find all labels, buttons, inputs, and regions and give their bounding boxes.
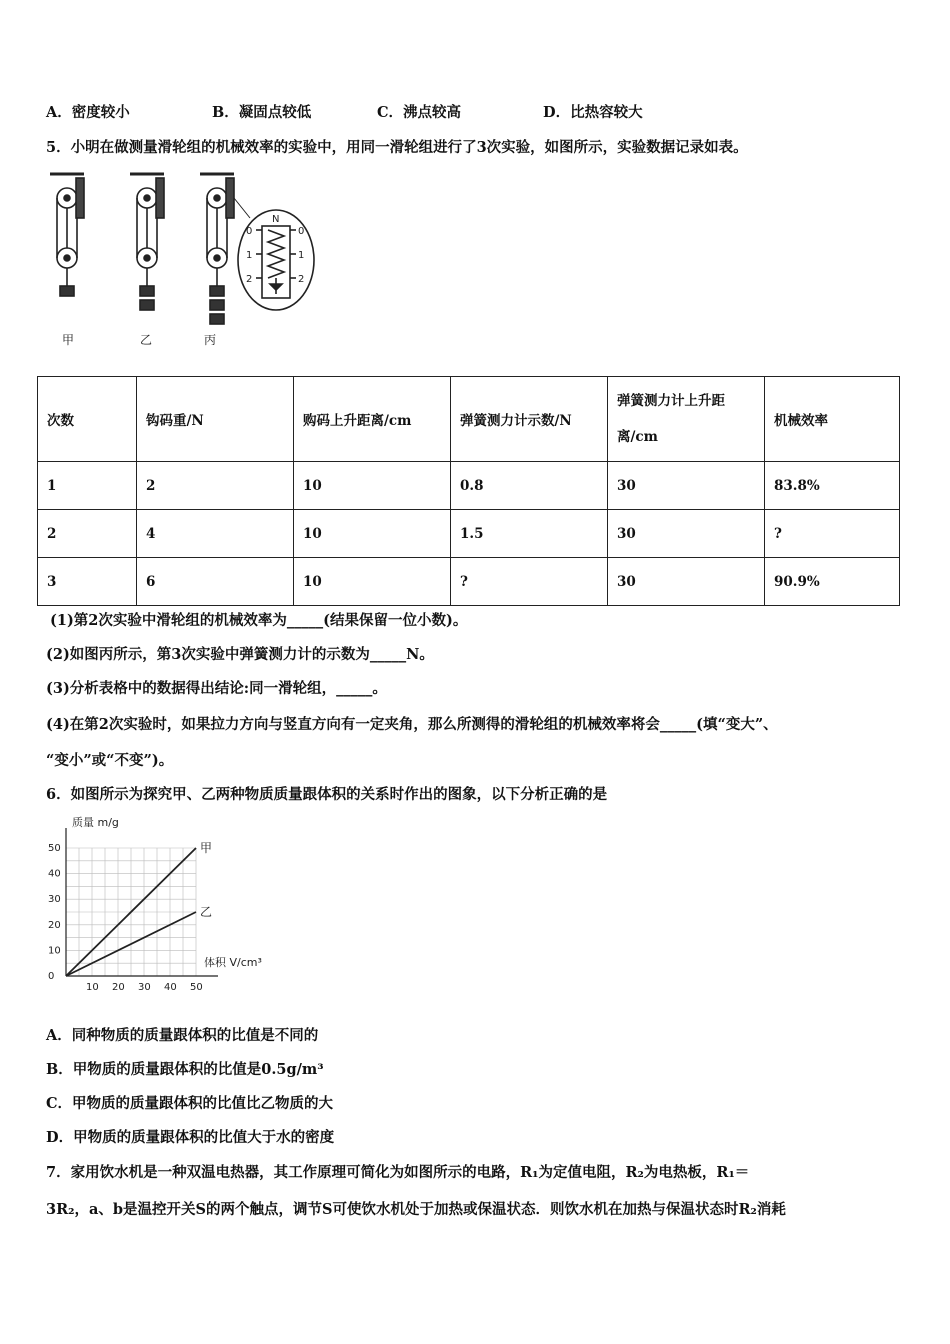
y-axis-label: 质量 m/g (72, 816, 119, 829)
q5-sub-2: (2)如图丙所示，第3次实验中弹簧测力计的示数为_____N。 (46, 646, 434, 663)
q4-option-c[interactable]: C．沸点较高 (377, 104, 462, 121)
q5-sub-4-cont: “变小”或“不变”)。 (46, 752, 174, 769)
series-label: 甲 (200, 841, 213, 855)
table-row (38, 558, 900, 606)
q4-option-b[interactable]: B．凝固点较低 (212, 104, 312, 121)
q5-stem: 5．小明在做测量滑轮组的机械效率的实验中，用同一滑轮组进行了3次实验，如图所示，实验数据记录如表。 (46, 139, 748, 156)
table-cell: 90.9% (765, 558, 900, 606)
mass-volume-chart (44, 812, 272, 994)
table-cell: ? (765, 510, 900, 558)
table-cell: 10 (294, 510, 451, 558)
scale-mark-left-1: 1 (246, 250, 253, 261)
table-cell: 10 (294, 558, 451, 606)
table-row (38, 462, 900, 510)
y-tick-label: 20 (48, 919, 61, 931)
q4-option-a[interactable]: A．密度较小 (46, 104, 130, 121)
q5-sub-1: (1)第2次实验中滑轮组的机械效率为_____(结果保留一位小数)。 (50, 612, 468, 629)
q4-option-d[interactable]: D．比热容较大 (543, 104, 643, 121)
scale-mark-n: N (272, 214, 280, 225)
table-cell: 30 (608, 558, 765, 606)
x-tick-label: 30 (138, 982, 151, 993)
table-cell: 1 (38, 462, 137, 510)
x-axis-label: 体积 V/cm³ (204, 956, 262, 969)
table-row (38, 510, 900, 558)
scale-mark-right-0: 0 (298, 226, 305, 237)
table-cell: 30 (608, 462, 765, 510)
x-tick-label: 40 (164, 982, 177, 993)
table-cell: 83.8% (765, 462, 900, 510)
figure-label-bing: 丙 (204, 333, 217, 347)
q7-line-2: 3R₂，a、b是温控开关S的两个触点，调节S可使饮水机处于加热或保温状态．则饮水机在加热与保温状态时R₂消耗 (46, 1201, 786, 1218)
table-cell: ? (451, 558, 608, 606)
table-cell: 1.5 (451, 510, 608, 558)
scale-mark-left-2: 2 (246, 274, 253, 285)
x-tick-label: 50 (190, 982, 203, 993)
experiment-table (37, 376, 900, 606)
table-header: 钩码重/N (137, 377, 294, 462)
y-tick-label: 50 (48, 843, 61, 854)
pulley-setup-bing (200, 174, 253, 324)
table-cell: 4 (137, 510, 294, 558)
table-header-row (38, 377, 900, 462)
y-tick-label: 10 (48, 945, 61, 957)
table-header: 购码上升距离/cm (294, 377, 451, 462)
figure-label-yi: 乙 (140, 333, 153, 347)
q7-line-1: 7．家用饮水机是一种双温电热器，其工作原理可简化为如图所示的电路，R₁为定值电阻，R₂为电热板，R₁＝ (46, 1164, 750, 1181)
y-tick-label: 40 (48, 868, 61, 880)
table-header: 机械效率 (765, 377, 900, 462)
scale-mark-right-2: 2 (298, 274, 305, 285)
table-cell: 0.8 (451, 462, 608, 510)
table-cell: 30 (608, 510, 765, 558)
scale-mark-left-0: 0 (246, 226, 253, 237)
q6-option-d[interactable]: D．甲物质的质量跟体积的比值大于水的密度 (46, 1129, 335, 1146)
scale-mark-right-1: 1 (298, 250, 305, 261)
q5-sub-4: (4)在第2次实验时，如果拉力方向与竖直方向有一定夹角，那么所测得的滑轮组的机械效率将会_____(填“变大”、 (46, 716, 778, 733)
table-header: 弹簧测力计上升距离/cm (608, 377, 765, 462)
pulley-setup-yi (130, 174, 164, 310)
table-cell: 3 (38, 558, 137, 606)
q6-option-c[interactable]: C．甲物质的质量跟体积的比值比乙物质的大 (46, 1095, 334, 1112)
pulley-setup-jia (50, 174, 84, 296)
q6-stem: 6．如图所示为探究甲、乙两种物质质量跟体积的关系时作出的图象，以下分析正确的是 (46, 786, 608, 803)
table-cell: 2 (137, 462, 294, 510)
y-tick-label: 30 (48, 894, 61, 906)
q6-option-a[interactable]: A．同种物质的质量跟体积的比值是不同的 (46, 1027, 319, 1044)
y-tick-label: 0 (48, 971, 55, 982)
q5-sub-3: (3)分析表格中的数据得出结论:同一滑轮组，_____。 (46, 680, 387, 697)
figure-label-jia: 甲 (62, 333, 75, 347)
table-cell: 2 (38, 510, 137, 558)
x-tick-label: 20 (112, 982, 125, 993)
table-cell: 6 (137, 558, 294, 606)
table-cell: 10 (294, 462, 451, 510)
x-tick-label: 10 (86, 982, 99, 993)
q6-option-b[interactable]: B．甲物质的质量跟体积的比值是0.5g/m³ (46, 1061, 324, 1078)
table-header: 弹簧测力计示数/N (451, 377, 608, 462)
table-header: 次数 (38, 377, 137, 462)
pulley-figure (40, 168, 330, 350)
series-label: 乙 (200, 905, 213, 919)
